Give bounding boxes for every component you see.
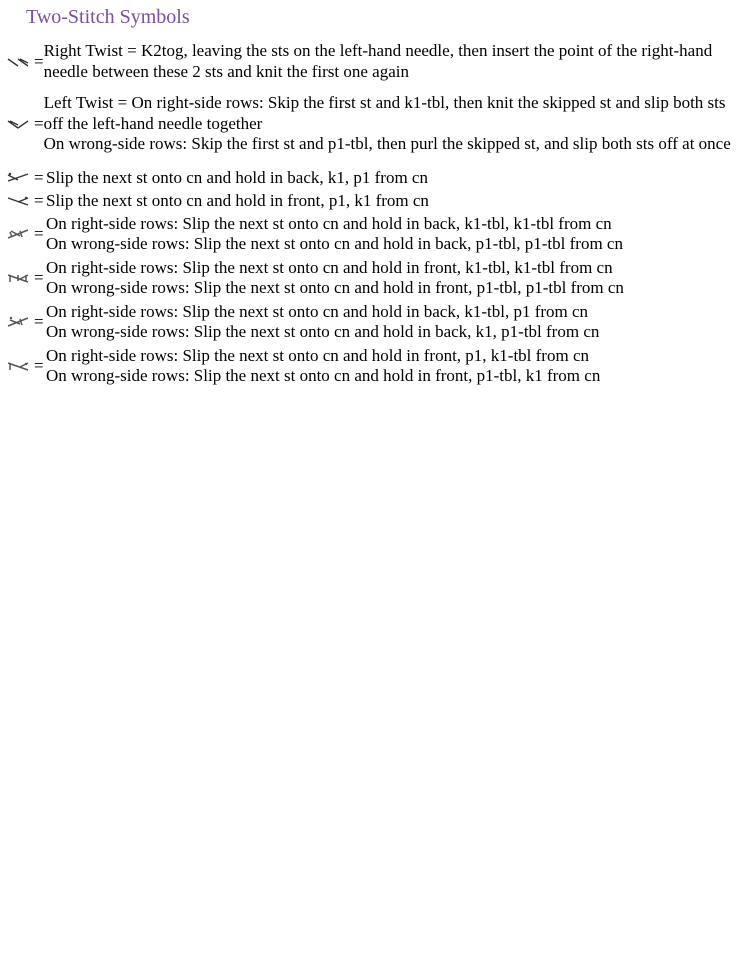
- equals-sign: =: [34, 51, 44, 71]
- equals-sign: =: [34, 114, 44, 133]
- description-line: On right-side rows: Slip the next st onto cn and hold in back, k1-tbl, p1 from cn: [46, 301, 589, 321]
- description-line: On wrong-side rows: Slip the next st onto cn and hold in front, p1-tbl, k1 from cn: [46, 366, 601, 385]
- legend-entry-right-cross-purl: [6, 166, 736, 190]
- legend-description: [46, 346, 736, 387]
- description-line: On right-side rows: Slip the next st onto cn and hold in front, k1-tbl, k1-tbl from cn: [46, 257, 613, 277]
- legend-entry-right-twist: [6, 41, 736, 82]
- legend-entry-left-twist: [6, 82, 736, 166]
- description-line: On wrong-side rows: Slip the next st onto cn and hold in back, p1-tbl, p1-tbl from cn: [46, 234, 623, 253]
- description-line: On wrong-side rows: Skip the first st and p1-tbl, then purl the skipped st, and slip both sts off at once: [43, 134, 731, 154]
- description-line: Left Twist = On right-side rows: Skip the first st and k1-tbl, then knit the skipped st and slip both sts off the left-hand needle together: [43, 93, 726, 133]
- legend-entry-left-cross-purl: [6, 190, 736, 212]
- legend-entry-right-cross-tbl-purl: [6, 300, 736, 344]
- description-line: On right-side rows: Slip the next st onto cn and hold in front, p1, k1-tbl from cn: [46, 345, 589, 365]
- legend-description: [46, 258, 736, 299]
- symbol-legend: [6, 41, 736, 388]
- legend-description: [44, 93, 736, 155]
- legend-description: [46, 191, 736, 212]
- legend-description: [46, 168, 736, 189]
- description-line: On right-side rows: Slip the next st onto cn and hold in back, k1-tbl, k1-tbl from cn: [46, 213, 612, 233]
- equals-sign: =: [34, 268, 44, 287]
- equals-sign: =: [34, 312, 44, 331]
- description-line: Slip the next st onto cn and hold in front, p1, k1 from cn: [46, 190, 429, 210]
- legend-entry-right-cross-tbl: [6, 212, 736, 256]
- description-line: Slip the next st onto cn and hold in back, k1, p1 from cn: [46, 167, 428, 187]
- equals-sign: =: [34, 191, 44, 210]
- legend-description: [44, 41, 736, 82]
- legend-description: [46, 302, 736, 343]
- description-line: Right Twist = K2tog, leaving the sts on the left-hand needle, then insert the point of the right-hand needle between these 2 sts and knit the first one again: [43, 41, 713, 81]
- legend-description: [46, 214, 736, 255]
- description-line: On wrong-side rows: Slip the next st onto cn and hold in front, p1-tbl, p1-tbl from cn: [46, 278, 624, 297]
- legend-entry-left-cross-purl-tbl: [6, 344, 736, 388]
- legend-entry-left-cross-tbl: [6, 256, 736, 300]
- page-title: Two-Stitch Symbols: [26, 6, 190, 28]
- equals-sign: =: [34, 224, 44, 243]
- equals-sign: =: [34, 356, 44, 375]
- equals-sign: =: [34, 168, 44, 187]
- description-line: On wrong-side rows: Slip the next st onto cn and hold in back, k1, p1-tbl from cn: [46, 322, 600, 341]
